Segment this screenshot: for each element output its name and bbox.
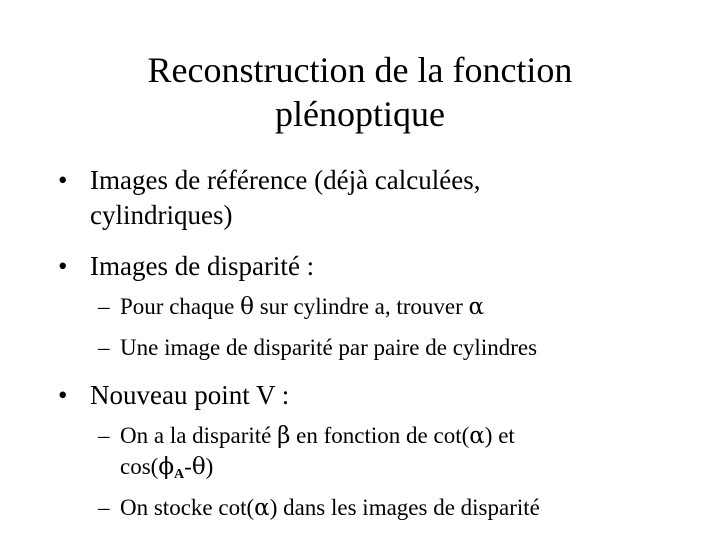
- phi-subscript: A: [174, 467, 185, 482]
- bullet-icon: •: [58, 251, 68, 281]
- bullet-text: Nouveau point V :: [90, 380, 290, 410]
- bullet-icon: •: [58, 165, 68, 195]
- dash-icon: –: [98, 423, 110, 448]
- dash-icon: –: [98, 294, 110, 319]
- dash-icon: –: [98, 335, 110, 360]
- title-line-2: plénoptique: [275, 94, 445, 134]
- alpha-symbol: α: [469, 423, 485, 449]
- alpha-symbol: α: [254, 495, 270, 521]
- slide-title: [60, 48, 660, 136]
- beta-symbol: β: [277, 423, 291, 449]
- phi-symbol: ϕ: [158, 454, 175, 480]
- theta-symbol: θ: [240, 294, 254, 320]
- sub-bullet-text: On a la disparité β en fonction de cot(α) et: [120, 423, 515, 449]
- bullet-icon: •: [58, 380, 68, 410]
- sub-bullet-text: On stocke cot(α) dans les images de disparité: [120, 495, 540, 521]
- dash-icon: –: [98, 495, 110, 520]
- title-line-1: Reconstruction de la fonction: [147, 50, 573, 90]
- theta-symbol: θ: [191, 454, 206, 480]
- bullet-text-continuation: cylindriques): [90, 200, 233, 230]
- sub-bullet-text: Pour chaque θ sur cylindre a, trouver α: [120, 294, 485, 320]
- alpha-symbol: α: [468, 294, 485, 320]
- sub-bullet-text-continuation: $\cos(\phi_A-\theta)$: [120, 454, 214, 482]
- bullet-text: Images de référence (déjà calculées,: [90, 165, 481, 195]
- sub-bullet-text: Une image de disparité par paire de cylindres: [120, 335, 538, 360]
- bullet-text: Images de disparité :: [90, 251, 315, 281]
